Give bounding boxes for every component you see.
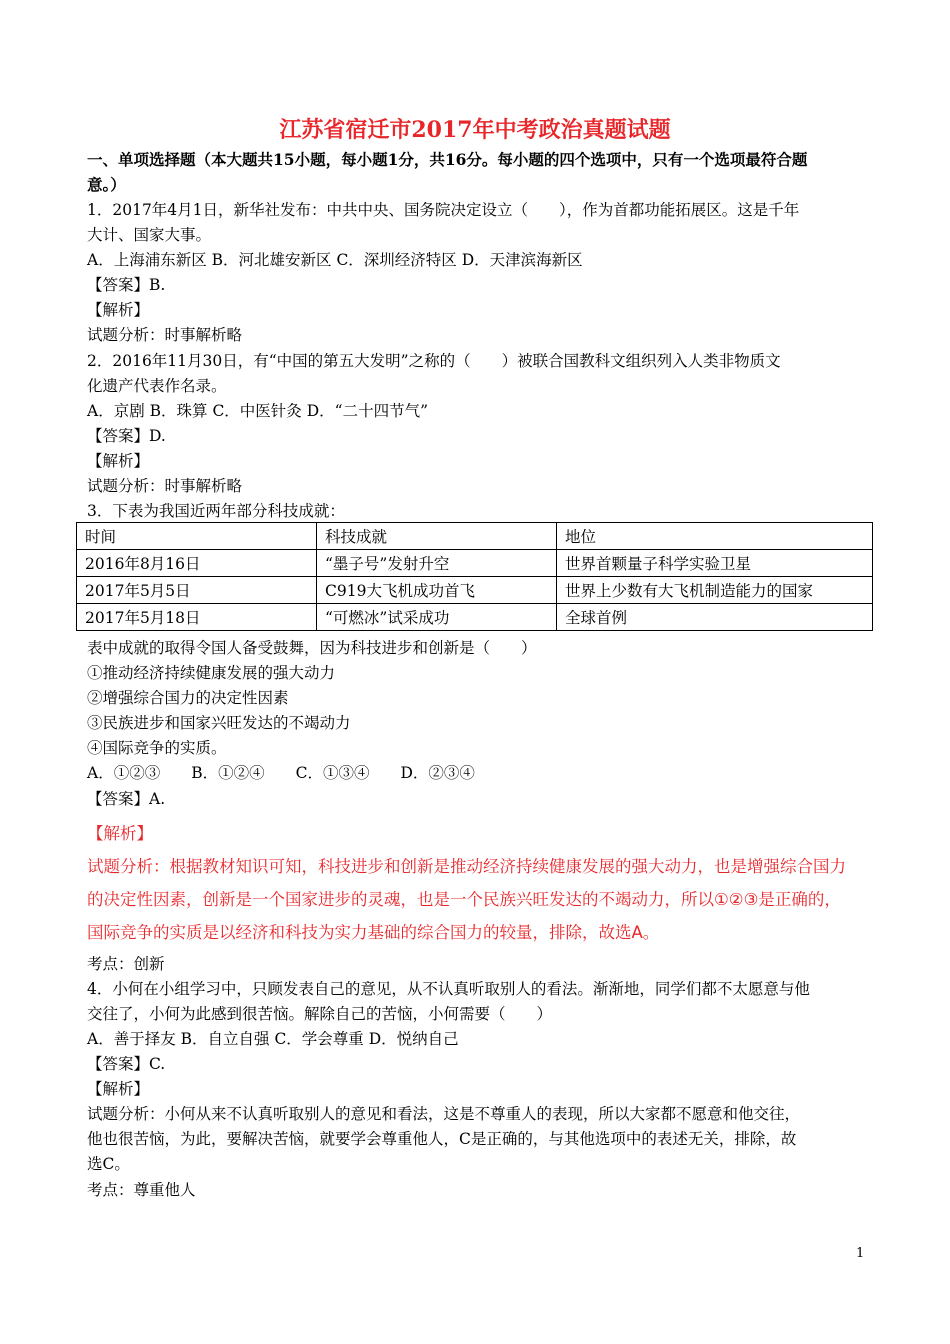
q2-stem-line-1: 2．2016年11月30日，有“中国的第五大发明”之称的（ ）被联合国教科文组织列入人类非物质文 (87, 352, 781, 370)
q2-stem-line-2: 化遗产代表作名录。 (87, 377, 227, 395)
q4-analysis-line-3: 选C。 (87, 1155, 130, 1173)
table-row (77, 577, 873, 604)
q3-intro: 3．下表为我国近两年部分科技成就： (87, 502, 345, 520)
table-header-cell: 时间 (77, 523, 317, 550)
q3-item-4: ④国际竞争的实质。 (87, 739, 227, 757)
table-cell: 2017年5月18日 (77, 604, 317, 631)
q1-analysis-label: 【解析】 (87, 301, 150, 319)
q2-answer: 【答案】D. (87, 427, 166, 445)
q4-analysis-line-2: 他也很苦恼，为此，要解决苦恼，就要学会尊重他人，C是正确的，与其他选项中的表述无关，排除，故 (87, 1130, 797, 1148)
table-row (77, 550, 873, 577)
q3-analysis-line-2: 的决定性因素，创新是一个国家进步的灵魂，也是一个民族兴旺发达的不竭动力，所以①②③是正确的， (87, 890, 841, 909)
q2-analysis-label: 【解析】 (87, 452, 150, 470)
q2-analysis: 试题分析：时事解析略 (87, 477, 243, 495)
page-number: 1 (856, 1246, 865, 1261)
q3-item-2: ②增强综合国力的决定性因素 (87, 689, 289, 707)
table-header-cell: 科技成就 (317, 523, 557, 550)
q4-analysis-label: 【解析】 (87, 1080, 150, 1098)
q3-item-1: ①推动经济持续健康发展的强大动力 (87, 664, 336, 682)
table-cell: 世界首颗量子科学实验卫星 (557, 550, 873, 577)
q4-answer: 【答案】C. (87, 1055, 166, 1073)
q1-stem-line-1: 1．2017年4月1日，新华社发布：中共中央、国务院决定设立（ ），作为首都功能拓展区。这是千年 (87, 201, 800, 219)
q1-options: A．上海浦东新区 B．河北雄安新区 C．深圳经济特区 D．天津滨海新区 (87, 251, 583, 269)
q1-stem-line-2: 大计、国家大事。 (87, 226, 212, 244)
q4-analysis-line-1: 试题分析：小何从来不认真听取别人的意见和看法，这是不尊重人的表现，所以大家都不愿意和他交往， (87, 1105, 801, 1123)
table-header-row (77, 523, 873, 550)
achievements-table (76, 522, 873, 631)
table-cell: 全球首例 (557, 604, 873, 631)
table-cell: “可燃冰”试采成功 (317, 604, 557, 631)
q1-analysis: 试题分析：时事解析略 (87, 326, 243, 344)
q3-analysis-label: 【解析】 (87, 824, 153, 843)
q3-answer: 【答案】A. (87, 790, 166, 808)
q3-kaodian: 考点：创新 (87, 955, 165, 973)
q2-options: A．京剧 B．珠算 C．中医针灸 D．“二十四节气” (87, 402, 429, 420)
q3-analysis-line-1: 试题分析：根据教材知识可知，科技进步和创新是推动经济持续健康发展的强大动力，也是增强综合国力 (87, 857, 846, 876)
table-cell: “墨子号”发射升空 (317, 550, 557, 577)
q4-options: A．善于择友 B．自立自强 C．学会尊重 D．悦纳自己 (87, 1030, 459, 1048)
q3-stem: 表中成就的取得令国人备受鼓舞，因为科技进步和创新是（ ） (87, 639, 537, 657)
q3-item-3: ③民族进步和国家兴旺发达的不竭动力 (87, 714, 351, 732)
q4-kaodian: 考点：尊重他人 (87, 1181, 196, 1199)
table-header-cell: 地位 (557, 523, 873, 550)
q1-answer: 【答案】B. (87, 276, 166, 294)
table-cell: 2016年8月16日 (77, 550, 317, 577)
table-row (77, 604, 873, 631)
table-cell: C919大飞机成功首飞 (317, 577, 557, 604)
table-cell: 2017年5月5日 (77, 577, 317, 604)
table-cell: 世界上少数有大飞机制造能力的国家 (557, 577, 873, 604)
q3-analysis-line-3: 国际竞争的实质是以经济和科技为实力基础的综合国力的较量，排除，故选A。 (87, 923, 660, 942)
section-heading-line-1: 一、单项选择题（本大题共15小题，每小题1分，共16分。每小题的四个选项中，只有一个选项最符合题 (87, 150, 808, 169)
section-heading-line-2: 意。） (87, 175, 126, 194)
q3-options: A．①②③ B．①②④ C．①③④ D．②③④ (87, 764, 475, 782)
q4-stem-line-1: 4．小何在小组学习中，只顾发表自己的意见，从不认真听取别人的看法。渐渐地，同学们都不太愿意与他 (87, 980, 810, 998)
q4-stem-line-2: 交往了，小何为此感到很苦恼。解除自己的苦恼，小何需要（ ） (87, 1005, 553, 1023)
document-title: 江苏省宿迁市2017年中考政治真题试题 (279, 117, 671, 143)
